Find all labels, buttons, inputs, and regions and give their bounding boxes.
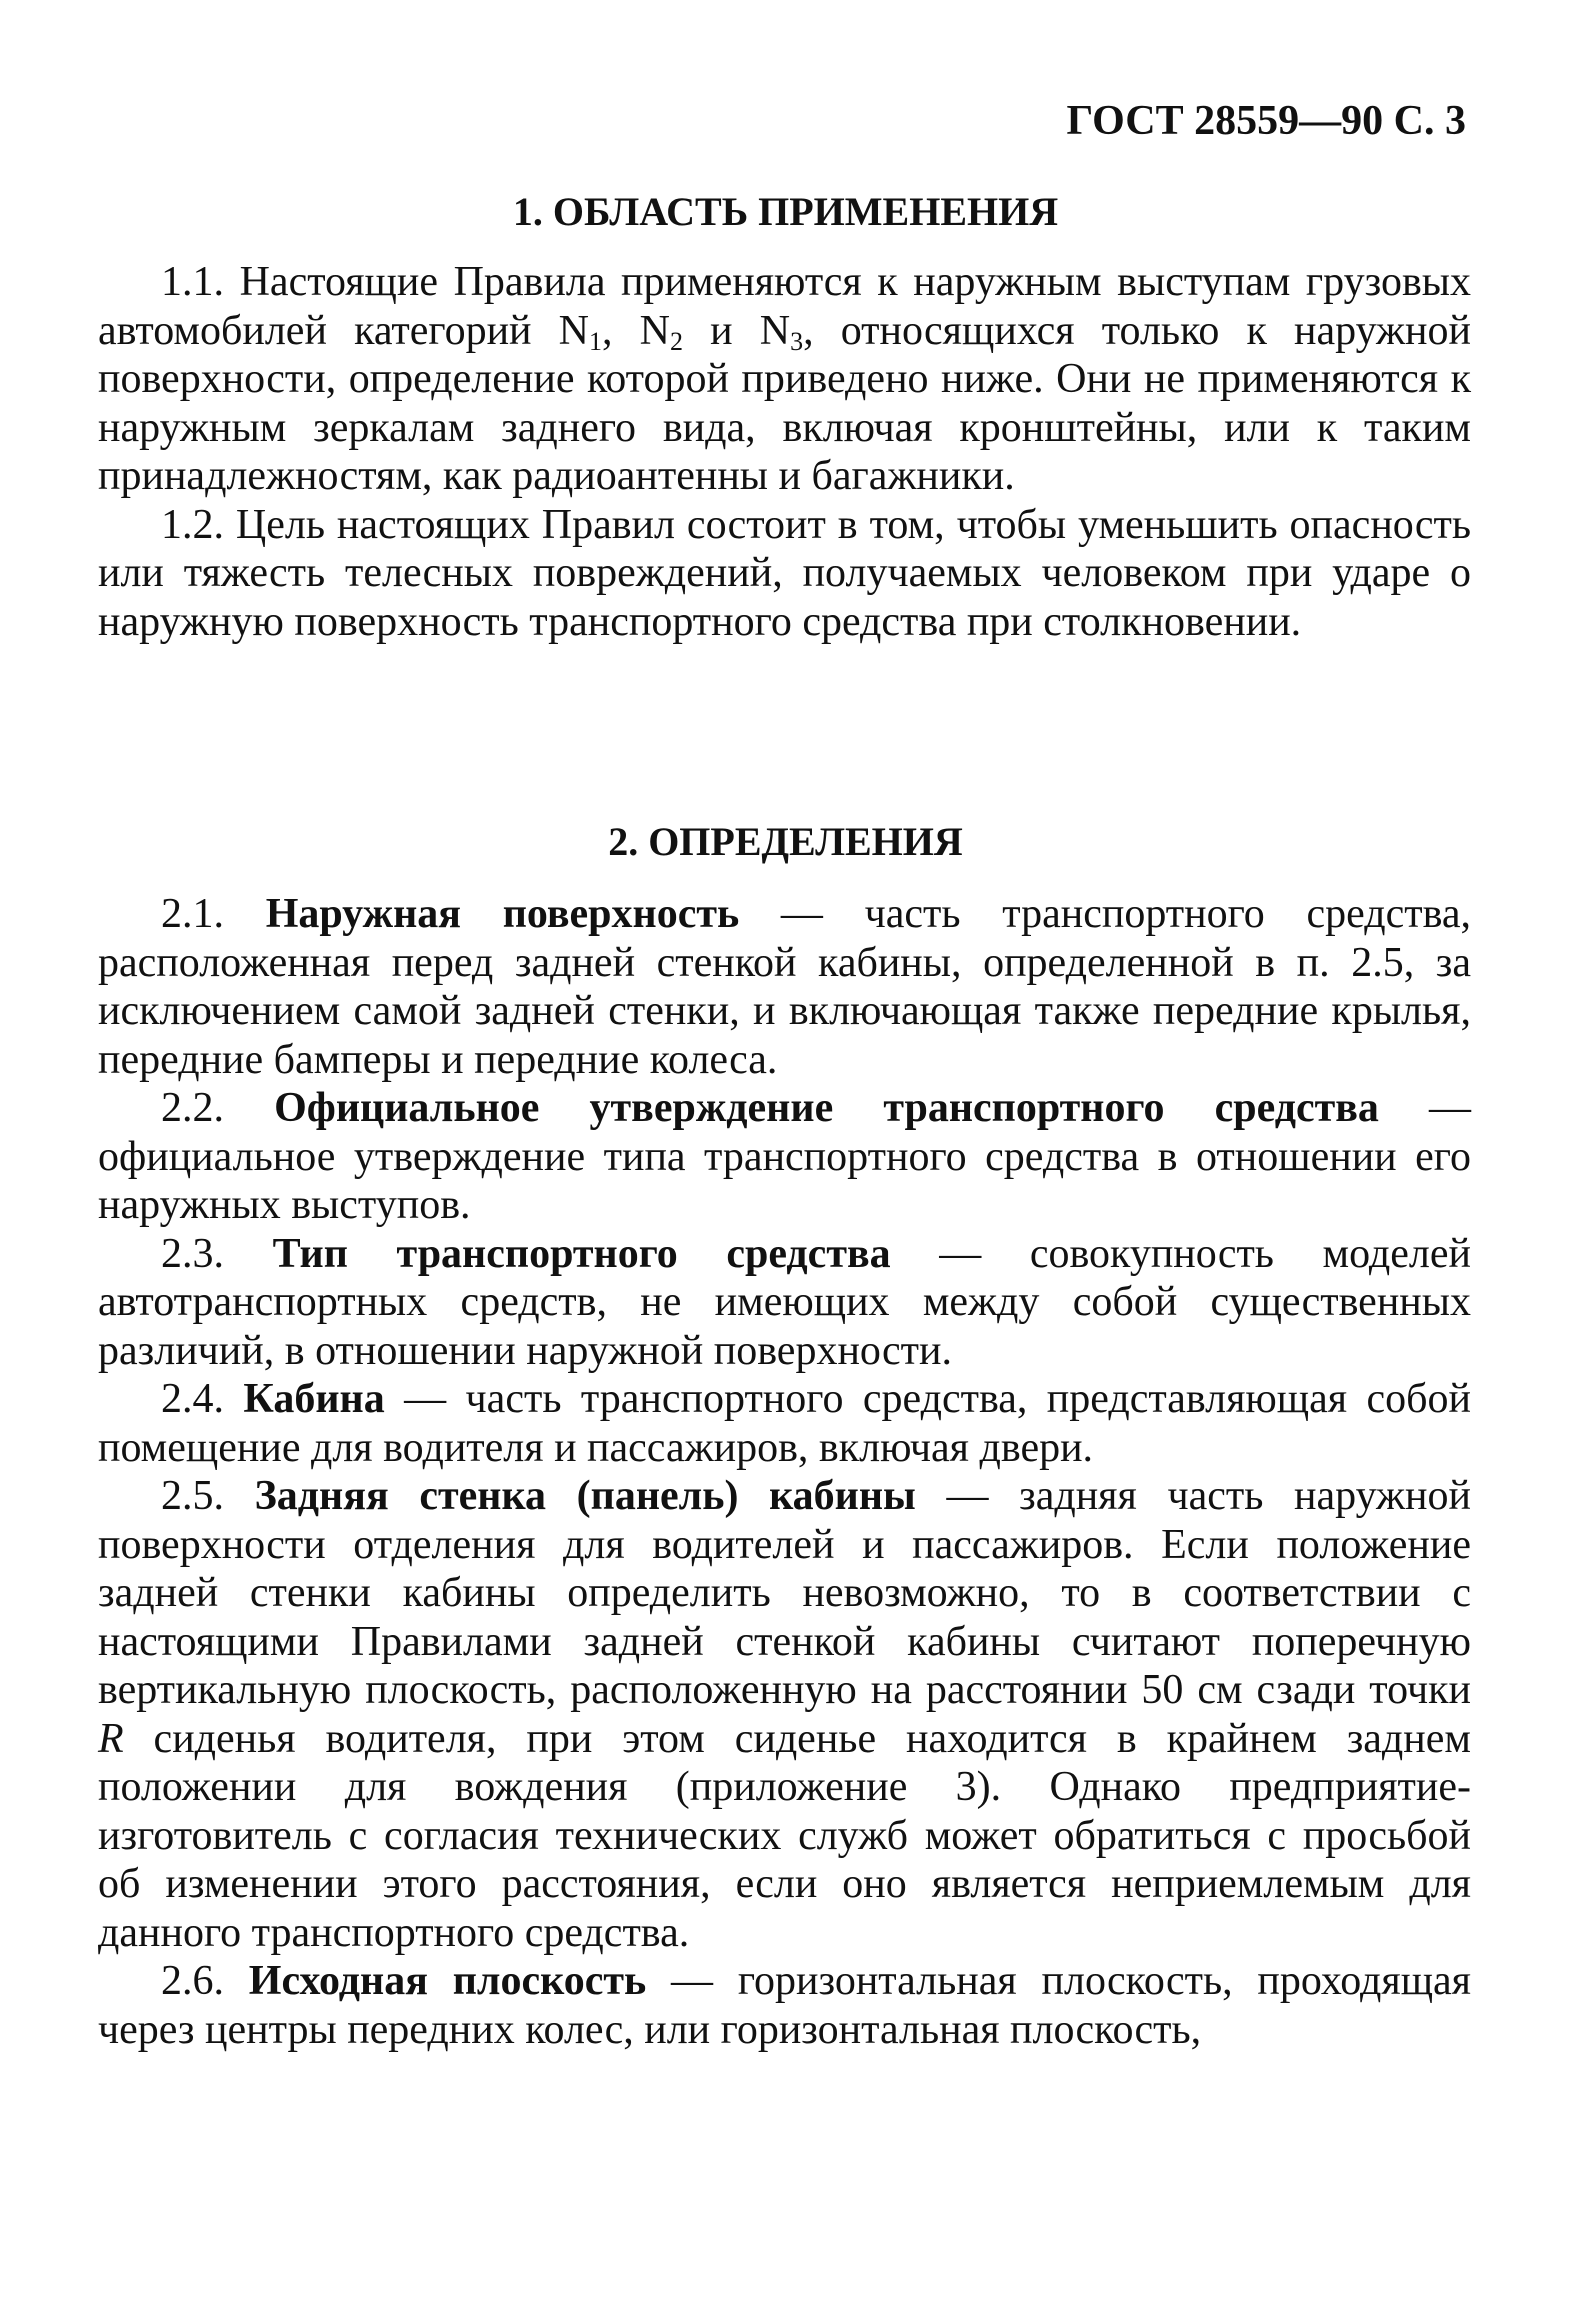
- definition-2-6: 2.6. Исходная плоскость — горизонтальная плоскость, проходящая через центры передних колес, или горизонтальная плоскость,: [98, 1958, 1471, 2053]
- running-header: ГОСТ 28559—90 С. 3: [1066, 98, 1466, 144]
- subscript-3: 3: [790, 326, 804, 356]
- term: Исходная плоскость: [248, 1958, 647, 2004]
- subscript-2: 2: [669, 326, 683, 356]
- definition-2-5: 2.5. Задняя стенка (панель) кабины — задняя часть наружной поверхности отделения для водителей и пассажиров. Если положение задней стенки кабины определить невозможно, то в соответствии с настоящими Правилами задней стенкой кабины считают поперечную вертикальную плоскость, расположенную на расстоянии 50 см сзади точки R сиденья водителя, при этом сиденье находится в крайнем заднем положении для вождения (приложение 3). Однако предприятие-изготовитель с согласия технических служб может обратиться с просьбой об изменении этого расстояния, если оно является неприемлемым для данного транспортного средства.: [98, 1473, 1471, 1956]
- section-title-scope: 1. ОБЛАСТЬ ПРИМЕНЕНИЯ: [512, 189, 1059, 234]
- section-scope-body: [98, 258, 1471, 646]
- point-symbol: R: [98, 1715, 124, 1762]
- subscript-1: 1: [589, 326, 602, 356]
- term: Официальное утверждение транспортного средства: [274, 1085, 1379, 1131]
- section-definitions-body: [98, 890, 1471, 2054]
- term: Наружная поверхность: [265, 891, 740, 937]
- definition-2-3: 2.3. Тип транспортного средства — совокупность моделей автотранспортных средств, не имеющих между собой существенных различий, в отношении наружной поверхности.: [98, 1230, 1472, 1374]
- paragraph-1-1: 1.1. Настоящие Правила применяются к наружным выступам грузовых автомобилей категорий $N_1$, $N_2$ и $N_3$, относящихся только к наружной поверхности, определение которой приведено ниже. Они не применяются к наружным зеркалам заднего вида, включая кронштейны, или к таким принадлежностям, как радиоантенны и багажники.: [98, 259, 1472, 499]
- term: Задняя стенка (панель) кабины: [254, 1473, 916, 1519]
- term: Кабина: [243, 1376, 385, 1422]
- definition-2-2: 2.2. Официальное утверждение транспортного средства — официальное утверждение типа транспортного средства в отношении его наружных выступов.: [98, 1085, 1472, 1228]
- definition-2-1: 2.1. Наружная поверхность — часть транспортного средства, расположенная перед задней стенкой кабины, определенной в п. 2.5, за исключением самой задней стенки, и включающая также передние крылья, передние бамперы и передние колеса.: [98, 891, 1472, 1083]
- section-title-definitions: 2. ОПРЕДЕЛЕНИЯ: [608, 819, 963, 864]
- paragraph-1-2: 1.2. Цель настоящих Правил состоит в том, чтобы уменьшить опасность или тяжесть телесных повреждений, получаемых человеком при ударе о наружную поверхность транспортного средства при столкновении.: [98, 501, 1471, 645]
- term: Тип транспортного средства: [272, 1230, 891, 1277]
- definition-2-4: 2.4. Кабина — часть транспортного средства, представляющая собой помещение для водителя и пассажиров, включая двери.: [98, 1376, 1472, 1471]
